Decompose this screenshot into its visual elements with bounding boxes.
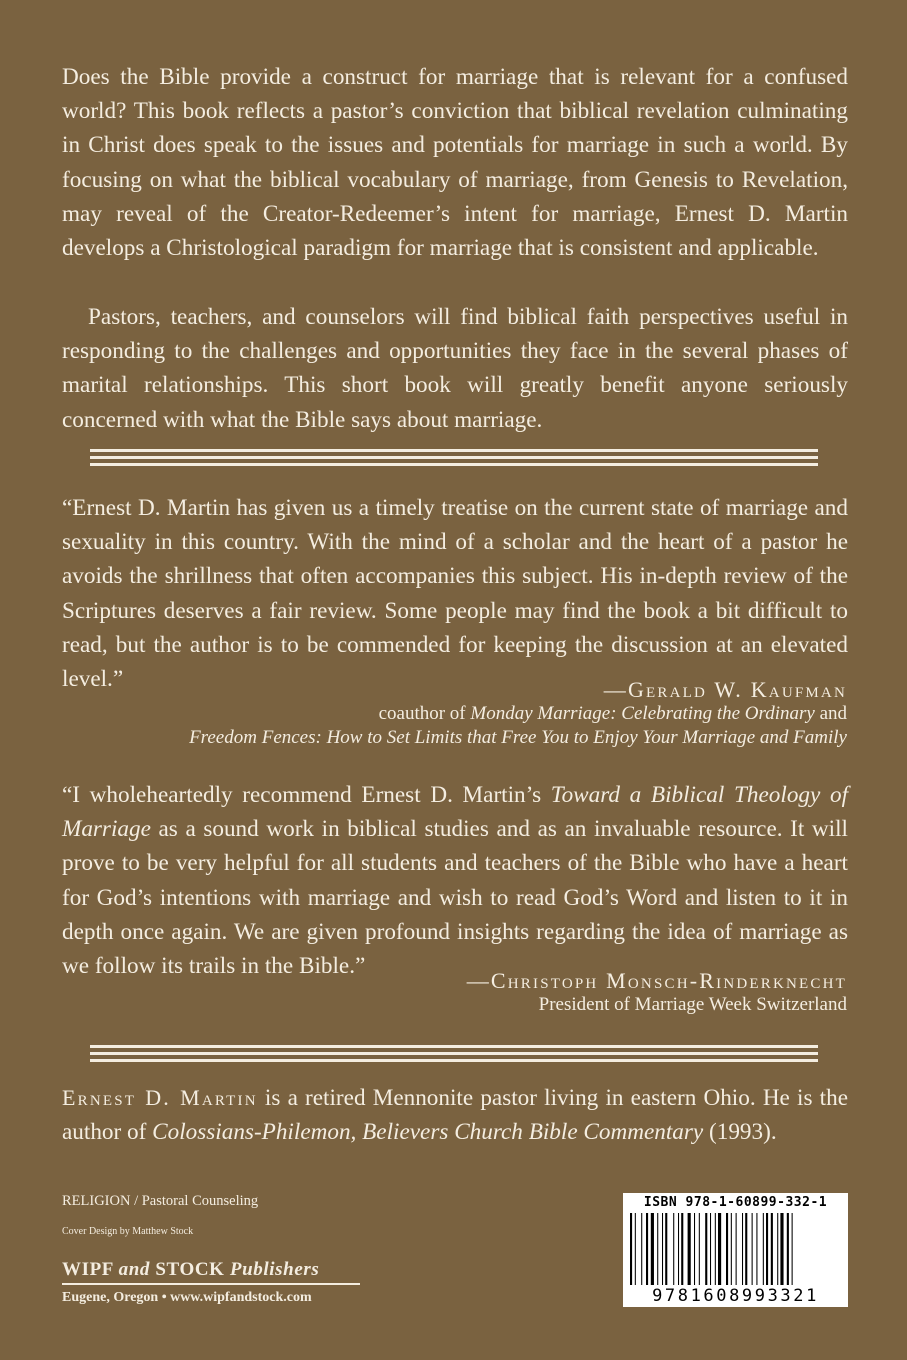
barcode-bar — [731, 1213, 732, 1285]
isbn-label: ISBN 978-1-60899-332-1 — [643, 1195, 828, 1210]
barcode-bar — [694, 1213, 695, 1285]
barcode-bar — [705, 1213, 707, 1285]
barcode-bar — [771, 1213, 773, 1285]
barcode-bar — [641, 1213, 642, 1285]
divider-1 — [90, 449, 818, 470]
barcode-bar — [752, 1213, 753, 1285]
barcode-bar — [777, 1213, 778, 1285]
publisher-block — [62, 1193, 360, 1306]
barcode-bar — [726, 1213, 728, 1285]
barcode-bars — [630, 1213, 841, 1285]
barcode-bar — [662, 1213, 663, 1285]
endorsement-1-quote: “Ernest D. Martin has given us a timely treatise on the current state of marriage and sexuality in this country. With the mind of a scholar and the heart of a pastor he avoids the shrillness that often accompanies this subject. His in-depth review of the Scriptures deserves a fair review. Some people may find the book a bit difficult to read, but the author is to be commended for keeping the discussion at an elevated level.” — [62, 495, 848, 693]
barcode-bar — [745, 1213, 747, 1285]
barcode-bar — [646, 1213, 648, 1285]
barcode-bar — [766, 1213, 768, 1285]
barcode-bar — [681, 1213, 683, 1285]
barcode-bar — [673, 1213, 674, 1285]
description-paragraph-2: Pastors, teachers, and counselors will find biblical faith perspectives useful in responding to the challenges and opportunities they face in the several phases of marital relationships. This short book will greatly benefit anyone seriously concerned with what the Bible says about marriage. — [62, 304, 848, 433]
barcode-bar — [763, 1213, 764, 1285]
description-paragraph-1: Does the Bible provide a construct for marriage that is relevant for a confused world? This book reflects a pastor’s conviction that biblical revelation culminating in Christ does speak to the issues and potentials for marriage in such a world. By focusing on what the biblical vocabulary of marriage, from Genesis to Revelation, may reveal of the Creator-Redeemer’s intent for marriage, Ernest D. Martin develops a Christological paradigm for marriage that is consistent and applicable. — [62, 64, 848, 262]
barcode-bar — [688, 1213, 691, 1285]
publisher-location: Eugene, Oregon • www.wipfandstock.com — [62, 1289, 312, 1305]
barcode-bar — [699, 1213, 700, 1285]
barcode-bar — [742, 1213, 743, 1285]
barcode-bar — [630, 1213, 632, 1285]
endorsement-2-name: —Christoph Monsch-Rinderknecht — [466, 968, 847, 993]
barcode-bar — [710, 1213, 711, 1285]
barcode-bar — [715, 1213, 716, 1285]
barcode-digits: 9781608993321 — [652, 1286, 819, 1306]
endorsement-2-attribution — [467, 969, 847, 1017]
barcode-bar — [792, 1213, 793, 1285]
barcode-bar — [756, 1213, 757, 1285]
barcode-bar — [651, 1213, 654, 1285]
barcode-bar — [665, 1213, 667, 1285]
isbn-barcode — [623, 1193, 848, 1307]
barcode-bar — [736, 1213, 737, 1285]
divider-2 — [90, 1045, 818, 1066]
endorsement-1-name: —Gerald W. Kaufman — [603, 677, 847, 702]
barcode-bar — [787, 1213, 789, 1285]
author-bio: Ernest D. Martin is a retired Mennonite pastor living in eastern Ohio. He is the author of Colossians-Philemon, Believers Church Bible Commentary (1993). — [62, 1085, 848, 1146]
author-name: Ernest D. Martin — [62, 1085, 258, 1110]
endorsement-1-credit-line-1: coauthor of Monday Marriage: Celebrating the Ordinary and — [378, 703, 847, 724]
barcode-bar — [635, 1213, 636, 1285]
publisher-underline — [62, 1283, 360, 1285]
barcode-bar — [780, 1213, 783, 1285]
cover-design-credit: Cover Design by Matthew Stock — [62, 1226, 194, 1237]
endorsement-2-credit: President of Marriage Week Switzerland — [538, 994, 847, 1015]
barcode-bar — [718, 1213, 721, 1285]
barcode-bar — [657, 1213, 658, 1285]
category-label: RELIGION / Pastoral Counseling — [62, 1193, 259, 1209]
endorsement-1-attribution — [189, 678, 847, 750]
endorsement-2-quote: “I wholeheartedly recommend Ernest D. Martin’s Toward a Biblical Theology of Marriage as a sound work in biblical studies and as an invaluable resource. It will prove to be very helpful for all students and teachers of the Bible who have a heart for God’s intentions with marriage and wish to read God’s Word and listen to it in depth once again. We are given profound insights regarding the idea of marriage as we follow its trails in the Bible.” — [62, 782, 849, 980]
publisher-logo: WIPF and STOCK Publishers — [62, 1259, 320, 1280]
endorsement-1-credit-line-2: Freedom Fences: How to Set Limits that Free You to Enjoy Your Marriage and Family — [189, 727, 847, 748]
barcode-bar — [678, 1213, 679, 1285]
